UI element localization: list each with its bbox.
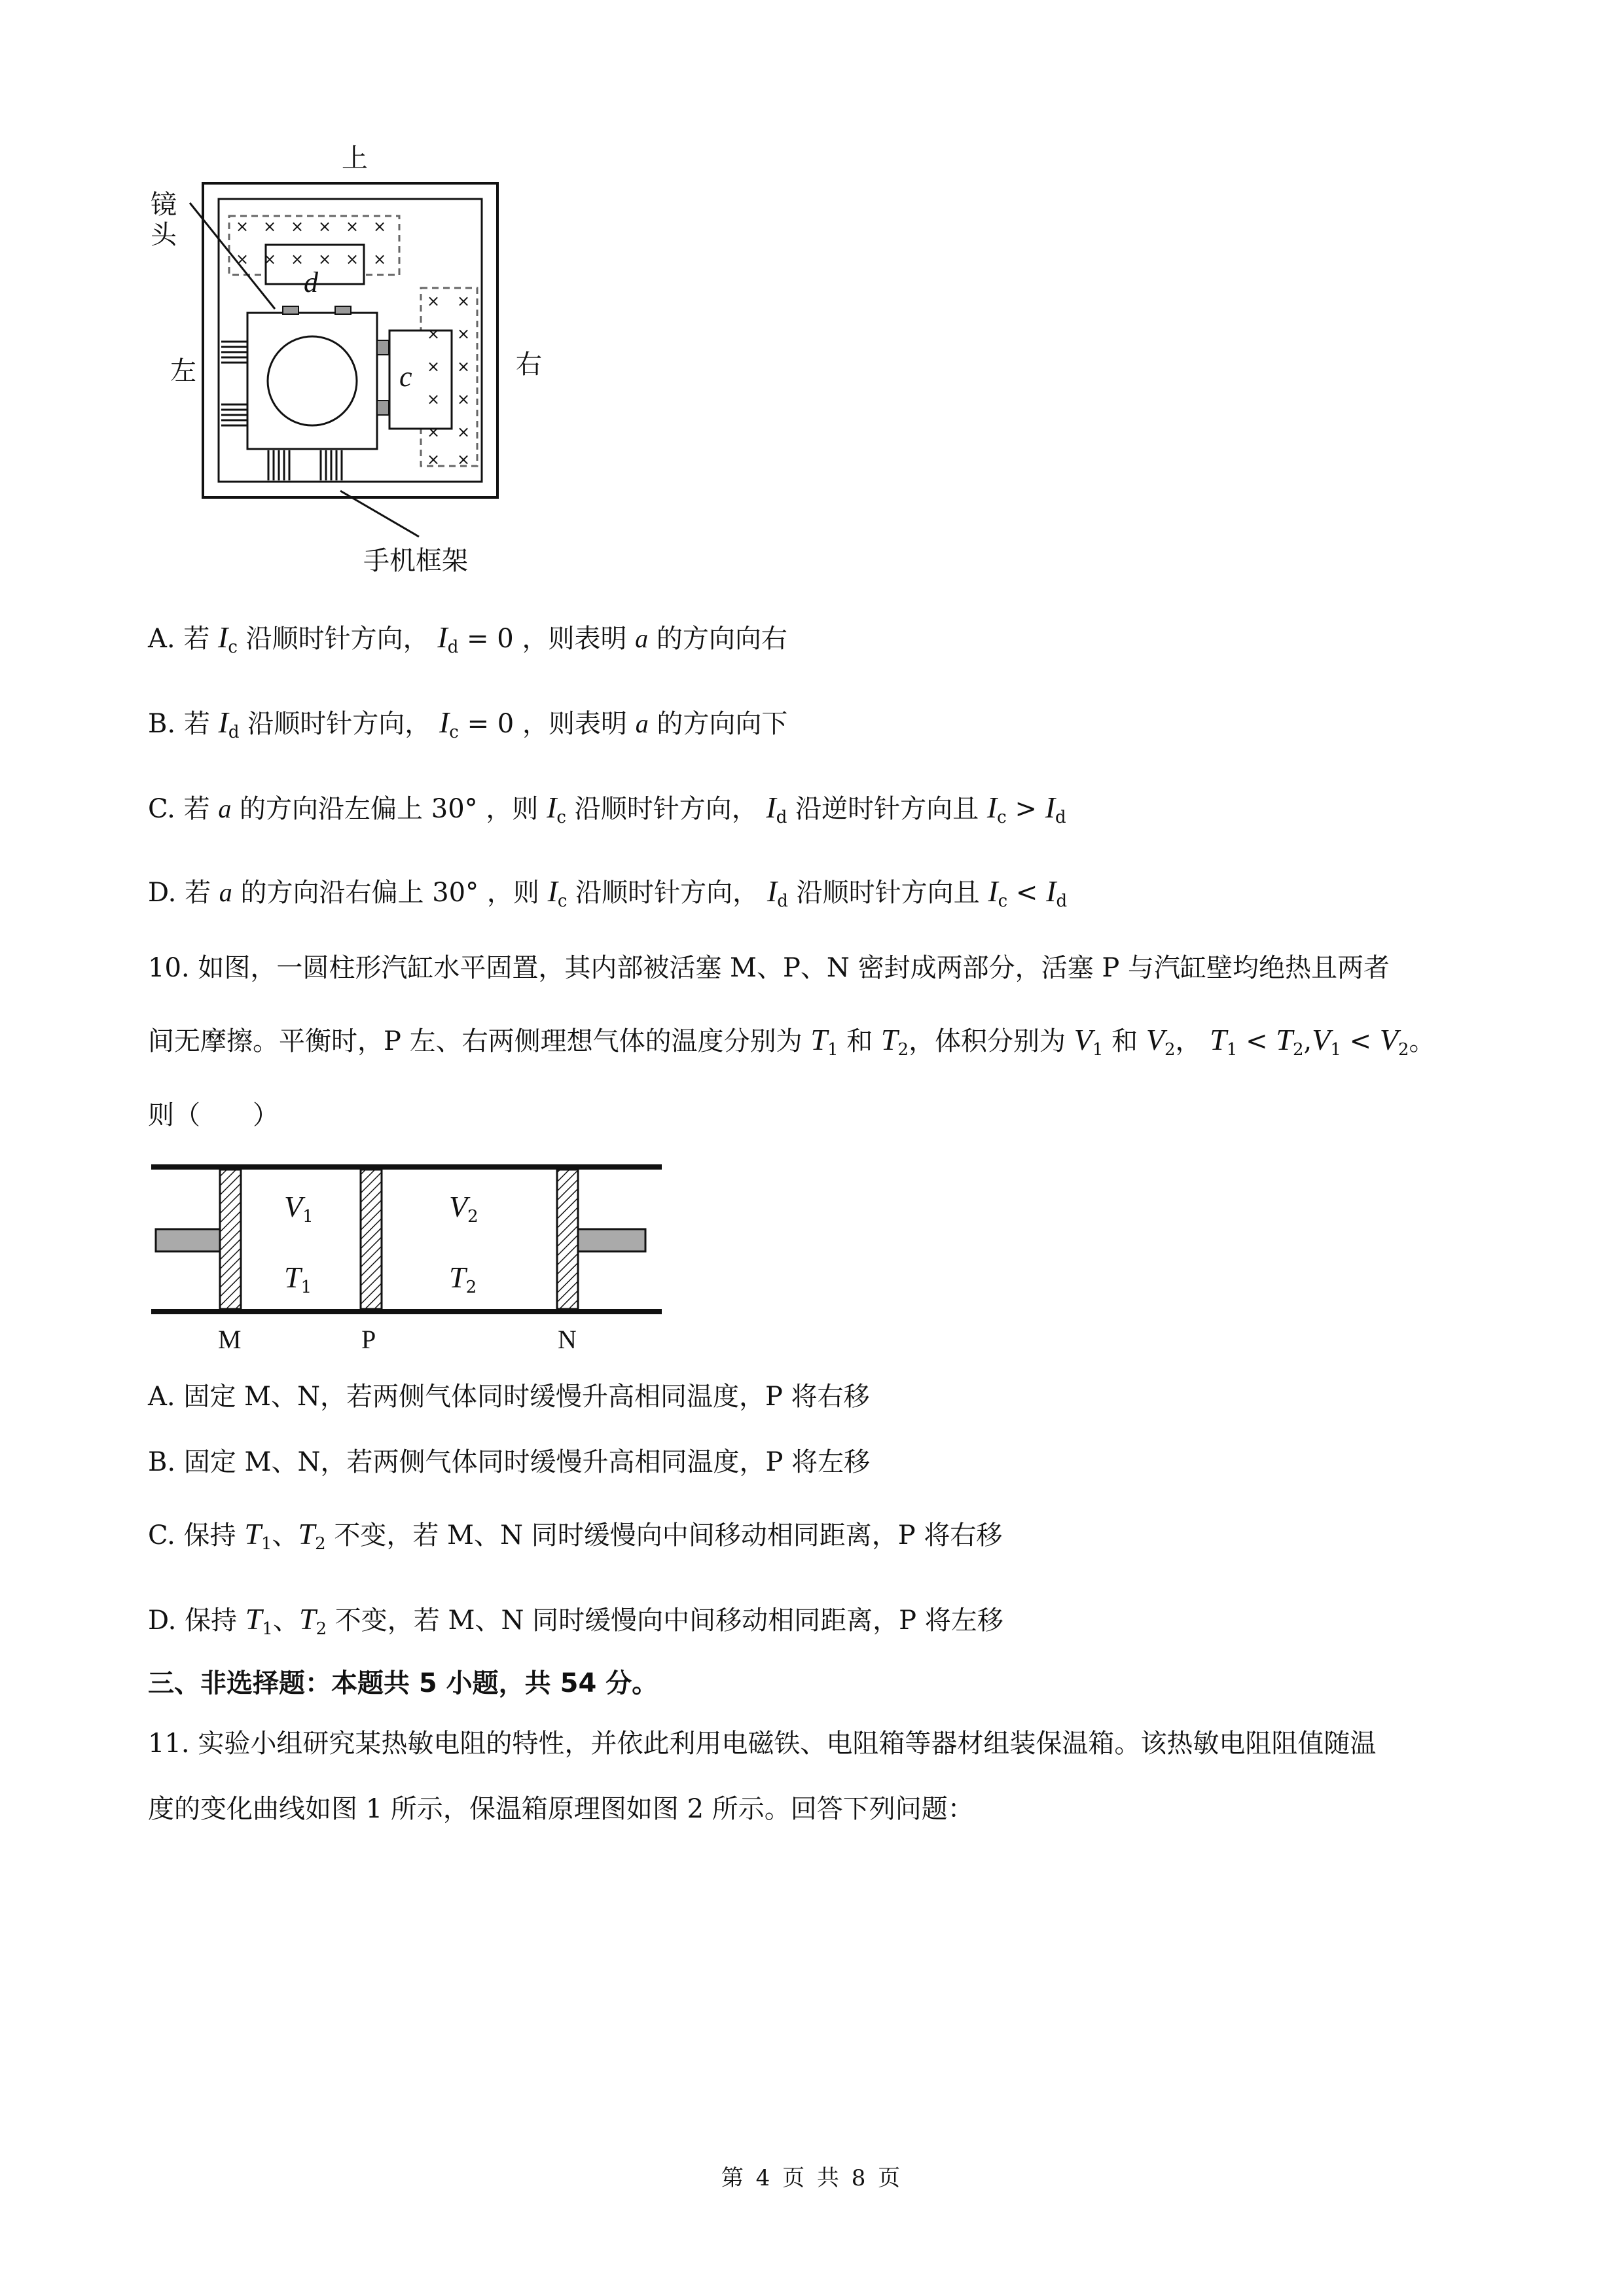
q9-option-b: B. 若 $I_d$ 沿顺时针方向， $I_c = 0$ ，则表明 a 的方向向下 [148,706,788,742]
page-number: 第 4 页 共 8 页 [721,2165,903,2191]
q11-stem-line1: 11. 实验小组研究某热敏电阻的特性，并依此利用电磁铁、电阻箱等器材组装保温箱。该热敏电阻阻值随温 [148,1729,1377,1759]
svg-text:×: × [263,250,277,268]
svg-text:×: × [427,390,441,408]
svg-text:×: × [318,217,332,236]
svg-text:×: × [427,423,441,441]
q10-option-a: A. 固定 M、N，若两侧气体同时缓慢升高相同温度，P 将右移 [148,1382,870,1412]
svg-text:×: × [373,217,387,236]
label-phone-frame: 手机框架 [363,546,468,576]
q9-option-d: D. 若 a 的方向沿右偏上 30° ，则 $I_c$ 沿顺时针方向， $I_d$ 沿顺时针方向且 $I_c < I_d$ [148,874,1068,911]
label-coil-d: d [304,266,318,298]
svg-text:×: × [427,325,441,343]
q11-stem-line2: 度的变化曲线如图 1 所示，保温箱原理图如图 2 所示。回答下列问题： [148,1794,974,1824]
label-left: 左 [170,356,196,386]
q10-stem-line3: 则（ ） [148,1100,279,1130]
svg-text:×: × [427,357,441,376]
phone-camera-diagram [144,137,550,583]
label-coil-c: c [399,361,412,393]
q10-stem-line1: 10. 如图，一圆柱形汽缸水平固置，其内部被活塞 M、P、N 密封成两部分，活塞 P 与汽缸壁均绝热且两者 [148,953,1390,983]
svg-text:×: × [457,423,471,441]
phone-camera-figure [144,137,550,583]
svg-text:×: × [373,250,387,268]
section-heading: 三、非选择题：本题共 5 小题，共 54 分。 [148,1668,659,1698]
label-piston-n: N [558,1325,577,1354]
svg-text:×: × [346,217,359,236]
q10-option-b: B. 固定 M、N，若两侧气体同时缓慢升高相同温度，P 将左移 [148,1447,871,1477]
spring-left-lower [221,404,247,425]
svg-text:×: × [346,250,359,268]
label-right: 右 [516,350,542,380]
svg-text:×: × [457,390,471,408]
svg-text:×: × [457,357,471,376]
svg-text:×: × [457,292,471,310]
q9-option-c: C. 若 a 的方向沿左偏上 30° ，则 $I_c$ 沿顺时针方向， $I_d$ 沿逆时针方向且 $I_c > I_d$ [148,791,1066,827]
cylinder-figure [148,1155,672,1358]
spring-bottom-left [268,450,289,480]
label-piston-m: M [218,1325,242,1354]
label-v1: $V_1$ [284,1190,314,1227]
svg-text:×: × [457,450,471,469]
q10-option-c: C. 保持 $T_1$、$T_2$ 不变，若 M、N 同时缓慢向中间移动相同距离，P 将右移 [148,1517,1003,1554]
svg-text:×: × [457,325,471,343]
q9-option-a: A. 若 $I_c$ 沿顺时针方向， $I_d = 0$ ，则表明 a 的方向向右 [148,620,787,657]
spring-bottom-right [321,450,342,480]
svg-text:×: × [427,450,441,469]
svg-text:×: × [291,250,304,268]
svg-text:×: × [236,217,249,236]
label-t1: $T_1$ [284,1261,312,1297]
label-piston-p: P [361,1325,376,1354]
svg-text:×: × [318,250,332,268]
spring-left-upper [221,342,247,363]
label-v2: $V_2$ [449,1190,478,1227]
q10-option-d: D. 保持 $T_1$、$T_2$ 不变，若 M、N 同时缓慢向中间移动相同距离，P 将左移 [148,1602,1003,1639]
svg-text:×: × [236,250,249,268]
label-top: 上 [342,143,368,173]
q10-stem-line2: 间无摩擦。平衡时，P 左、右两侧理想气体的温度分别为 $T_1$ 和 $T_2$，体积分别为 $V_1$ 和 $V_2$， $T_1 < T_2,V_1 < V_2$。 [148,1023,1435,1060]
svg-text:×: × [291,217,304,236]
label-t2: $T_2$ [449,1261,477,1297]
svg-text:×: × [263,217,277,236]
label-lens: 镜 头 [151,190,177,250]
svg-text:×: × [427,292,441,310]
